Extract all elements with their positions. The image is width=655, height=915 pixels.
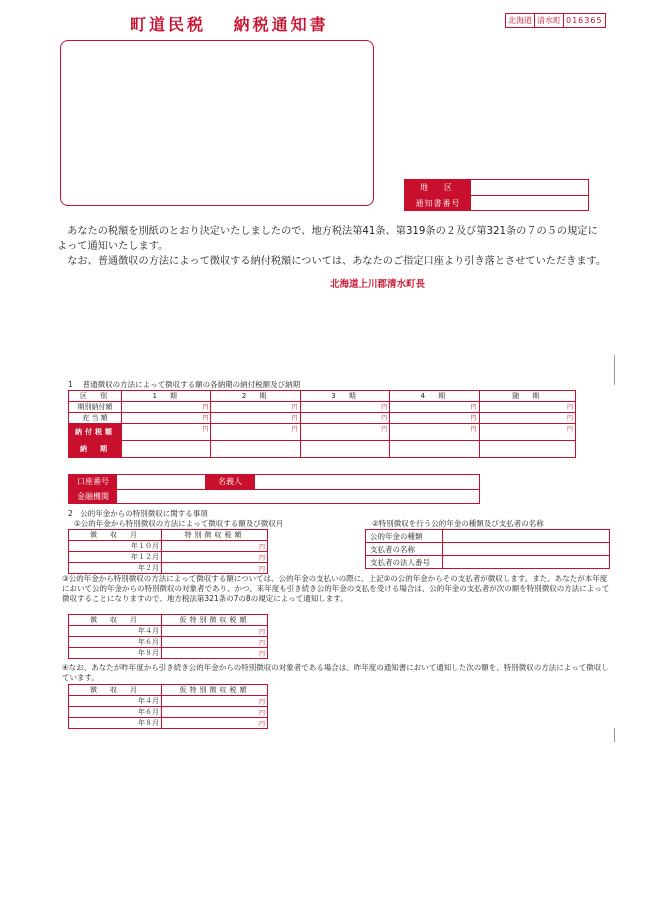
yen-unit: 円 [211, 413, 300, 424]
yen-unit: 円 [300, 413, 389, 424]
col-header: 徴 収 月 [69, 615, 162, 626]
prior-year-withholding-table [68, 684, 268, 729]
yen-unit: 円 [122, 424, 211, 441]
subsection-1-title: ①公的年金から特別徴収の方法によって徴収する額及び徴収月 [74, 519, 284, 528]
collection-month: 年８月 [69, 648, 162, 659]
yen-unit: 円 [479, 413, 575, 424]
district-box [404, 179, 589, 211]
address-window [60, 40, 374, 206]
prefecture-label: 北海道 [506, 14, 535, 27]
pension-withholding-table [68, 529, 268, 574]
yen-unit: 円 [300, 402, 389, 413]
cell [211, 441, 300, 458]
col-header: 区 別 [69, 391, 122, 402]
col-header: 随 期 [479, 391, 575, 402]
row-label: 支払者の名称 [366, 543, 443, 556]
row-label: 納 期 [69, 441, 122, 458]
col-header: 1 期 [122, 391, 211, 402]
col-header: 徴 収 月 [69, 530, 162, 541]
document-title: 町道民税 納税通知書 [130, 15, 329, 34]
row-label: 支払者の法人番号 [366, 556, 443, 569]
collection-month: 年２月 [69, 563, 162, 574]
yen-unit: 円 [390, 424, 479, 441]
provisional-withholding-table [68, 614, 268, 659]
account-number-label: 口座番号 [69, 475, 117, 489]
cell [390, 441, 479, 458]
collection-month: 年４月 [69, 696, 162, 707]
collection-month: 年８月 [69, 718, 162, 729]
account-holder-label: 名義人 [205, 475, 255, 489]
collection-month: 年１２月 [69, 552, 162, 563]
subsection-3-text: ③公的年金から特別徴収の方法によって徴収する額については、公的年金の支払いの際に、上記②の公的年金からその支払者が徴収します。また、あなたが本年度において公的年金からの特別徴収の対象者であり、かつ、来年度も引き続き公的年金の支払を受ける場合は、公的年金の支払者が次の額を特別徴収の方法によって徴収することになりますので、地方税法第321条の7の8の規定によって通知します。 [62, 574, 610, 603]
yen-unit: 円 [211, 402, 300, 413]
yen-unit: 円 [162, 707, 268, 718]
issuer-name: 北海道上川郡清水町長 [330, 279, 426, 290]
town-label: 清水町 [535, 14, 564, 27]
body-paragraph-2: なお、普通徴収の方法によって徴収する納付税額については、あなたのご指定口座より引き落とさせていただきます。 [67, 256, 607, 267]
yen-unit: 円 [300, 424, 389, 441]
section-1-title: 1 普通徴収の方法によって徴収する額の各納期の納付税額及び納期 [68, 380, 301, 389]
yen-unit: 円 [479, 402, 575, 413]
col-header: 特別徴収税額 [162, 530, 268, 541]
cell [443, 556, 610, 569]
collection-month: 年６月 [69, 637, 162, 648]
perforation-mark [614, 728, 615, 742]
cell [122, 441, 211, 458]
col-header: 3 期 [300, 391, 389, 402]
row-label: 期別納付額 [69, 402, 122, 413]
col-header: 徴 収 月 [69, 685, 162, 696]
pension-payer-table [365, 529, 610, 569]
col-header: 2 期 [211, 391, 300, 402]
row-label: 納付税額 [69, 424, 122, 441]
perforation-mark [614, 355, 615, 385]
notice-body [57, 224, 607, 269]
collection-month: 年４月 [69, 626, 162, 637]
yen-unit: 円 [211, 424, 300, 441]
notice-number-label: 通知書番号 [405, 196, 471, 211]
cell [300, 441, 389, 458]
bank-account-box [68, 474, 480, 504]
yen-unit: 円 [162, 552, 268, 563]
cell [443, 543, 610, 556]
municipality-code-box [505, 13, 606, 28]
subsection-2-title: ②特別徴収を行う公的年金の種類及び支払者の名称 [372, 519, 544, 528]
yen-unit: 円 [162, 637, 268, 648]
municipality-code: 016365 [566, 16, 603, 25]
bank-label: 金融機関 [69, 490, 117, 504]
row-label: 充 当 額 [69, 413, 122, 424]
row-label: 公的年金の種類 [366, 530, 443, 543]
ordinary-collection-table [68, 390, 576, 458]
yen-unit: 円 [162, 626, 268, 637]
yen-unit: 円 [122, 402, 211, 413]
collection-month: 年１０月 [69, 541, 162, 552]
col-header: 仮特別徴収税額 [162, 615, 268, 626]
yen-unit: 円 [162, 541, 268, 552]
yen-unit: 円 [162, 718, 268, 729]
yen-unit: 円 [162, 648, 268, 659]
district-label: 地 区 [405, 180, 471, 195]
yen-unit: 円 [390, 402, 479, 413]
collection-month: 年６月 [69, 707, 162, 718]
body-paragraph-1: あなたの税額を別紙のとおり決定いたしましたので、地方税法第41条、第319条の２及び第321条の７の５の規定によって通知いたします。 [57, 226, 598, 252]
yen-unit: 円 [162, 696, 268, 707]
cell [443, 530, 610, 543]
yen-unit: 円 [479, 424, 575, 441]
subsection-4-text: ④なお、あなたが昨年度から引き続き公的年金からの特別徴収の対象者である場合は、昨年度の通知書において通知した次の額を、特別徴収の方法によって徴収しています。 [62, 663, 609, 682]
yen-unit: 円 [122, 413, 211, 424]
yen-unit: 円 [162, 563, 268, 574]
yen-unit: 円 [390, 413, 479, 424]
col-header: 仮特別徴収税額 [162, 685, 268, 696]
col-header: 4 期 [390, 391, 479, 402]
section-2-title: 2 公的年金からの特別徴収に関する事項 [68, 509, 208, 518]
cell [479, 441, 575, 458]
